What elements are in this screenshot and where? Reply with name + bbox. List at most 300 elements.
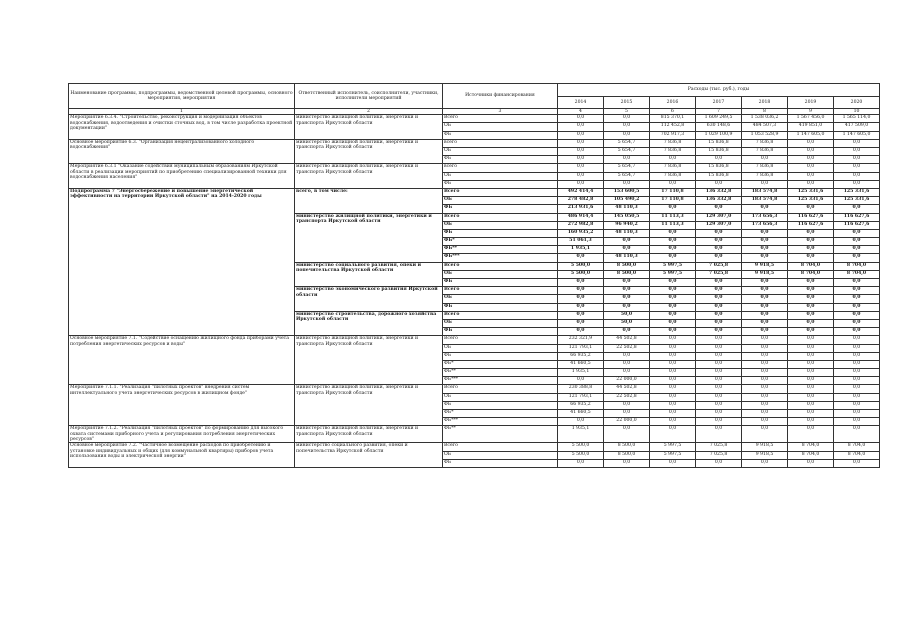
expense-value-cell: 492 414,4 (558, 188, 604, 196)
expense-value-cell: 702 917,3 (650, 131, 696, 139)
expense-value-cell: 0,0 (604, 131, 650, 139)
expense-value-cell: 0,0 (742, 279, 788, 287)
expense-value-cell: 44 502,8 (604, 336, 650, 344)
expense-value-cell: 125 331,6 (788, 197, 834, 205)
expense-value-cell: 0,0 (604, 279, 650, 287)
expense-value-cell: 0,0 (788, 205, 834, 213)
expense-value-cell: 0,0 (604, 180, 650, 188)
expense-value-cell: 0,0 (788, 148, 834, 156)
funding-source-cell: ФБ** (443, 246, 558, 254)
expense-value-cell: 0,0 (834, 426, 880, 443)
expense-value-cell: 22 000,0 (604, 377, 650, 385)
expense-value-cell: 0,0 (696, 279, 742, 287)
funding-source-cell: ОБ (443, 451, 558, 459)
expense-value-cell: 136 332,8 (696, 188, 742, 196)
expense-value-cell: 272 982,8 (558, 221, 604, 229)
expense-value-cell: 0,0 (650, 238, 696, 246)
expense-value-cell: 5 654,7 (604, 172, 650, 180)
expense-value-cell: 0,0 (834, 385, 880, 393)
expense-value-cell: 0,0 (742, 246, 788, 254)
expense-value-cell: 0,0 (834, 377, 880, 385)
expense-value-cell: 66 935,2 (558, 401, 604, 409)
expense-value-cell: 129 307,0 (696, 221, 742, 229)
expense-value-cell: 0,0 (558, 295, 604, 303)
responsible-cell: министерство жилищной политики, энергетики и транспорта Иркутской области (295, 336, 443, 385)
expense-value-cell: 8 704,0 (834, 270, 880, 278)
funding-source-cell: ФБ*** (443, 377, 558, 385)
expense-value-cell: 0,0 (742, 459, 788, 467)
expense-value-cell: 1 609 249,5 (696, 115, 742, 123)
expense-value-cell: 0,0 (834, 172, 880, 180)
table-group (69, 115, 880, 140)
expense-value-cell: 0,0 (650, 295, 696, 303)
expense-value-cell: 160 935,2 (558, 229, 604, 237)
expense-value-cell: 1 935,1 (558, 246, 604, 254)
column-number: 7 (696, 109, 742, 115)
expense-value-cell: 0,0 (558, 115, 604, 123)
expense-value-cell: 630 148,6 (696, 123, 742, 131)
expense-value-cell: 0,0 (834, 360, 880, 368)
responsible-cell: министерство социального развития, опеки и попечительства Иркутской области (295, 262, 443, 287)
expense-value-cell: 0,0 (558, 254, 604, 262)
expense-value-cell: 125 331,6 (834, 188, 880, 196)
header-name: Наименование программы, подпрограммы, ведомственной целевой программы, основного мероприятия, мероприятия (69, 84, 295, 109)
expense-value-cell: 8 704,0 (788, 270, 834, 278)
expense-value-cell: 0,0 (696, 303, 742, 311)
expense-value-cell: 0,0 (650, 319, 696, 327)
column-number: 4 (558, 109, 604, 115)
expense-value-cell: 0,0 (696, 393, 742, 401)
expense-value-cell: 8 500,0 (604, 270, 650, 278)
expense-value-cell: 0,0 (834, 279, 880, 287)
expense-value-cell: 0,0 (742, 410, 788, 418)
expense-value-cell: 11 113,3 (650, 221, 696, 229)
expense-value-cell: 7 025,8 (696, 443, 742, 451)
funding-source-cell: ФБ (443, 131, 558, 139)
expense-value-cell: 7 025,8 (696, 270, 742, 278)
expense-value-cell: 17 110,8 (650, 197, 696, 205)
expense-value-cell: 0,0 (650, 418, 696, 426)
expense-value-cell: 484 507,3 (742, 123, 788, 131)
expense-value-cell: 0,0 (696, 328, 742, 336)
expense-value-cell: 0,0 (788, 139, 834, 147)
expense-value-cell: 0,0 (696, 410, 742, 418)
expense-value-cell: 0,0 (742, 377, 788, 385)
expense-value-cell: 0,0 (834, 246, 880, 254)
table-row (69, 139, 880, 147)
funding-source-cell: ФБ (443, 205, 558, 213)
header-year: 2019 (788, 96, 834, 109)
expense-value-cell: 0,0 (558, 311, 604, 319)
expense-value-cell: 0,0 (696, 385, 742, 393)
expense-value-cell: 0,0 (742, 303, 788, 311)
expense-value-cell: 1 567 456,0 (788, 115, 834, 123)
funding-source-cell: ФБ** (443, 369, 558, 377)
expense-value-cell: 0,0 (604, 238, 650, 246)
expense-value-cell: 5 997,5 (650, 262, 696, 270)
expense-value-cell: 0,0 (558, 377, 604, 385)
expense-value-cell: 0,0 (696, 360, 742, 368)
funding-source-cell: ОБ (443, 197, 558, 205)
expense-value-cell: 1 935,1 (558, 369, 604, 377)
expense-value-cell: 0,0 (834, 148, 880, 156)
expense-value-cell: 0,0 (788, 410, 834, 418)
expense-value-cell: 15 836,8 (696, 139, 742, 147)
expense-value-cell: 5 500,0 (558, 443, 604, 451)
expense-value-cell: 0,0 (834, 254, 880, 262)
expense-value-cell: 5 997,5 (650, 443, 696, 451)
expense-value-cell: 44 502,8 (604, 385, 650, 393)
expense-value-cell: 48 110,3 (604, 229, 650, 237)
column-number: 8 (742, 109, 788, 115)
expense-value-cell: 0,0 (696, 238, 742, 246)
expense-value-cell: 8 704,0 (834, 262, 880, 270)
expense-value-cell: 173 656,3 (742, 221, 788, 229)
expense-value-cell: 0,0 (558, 459, 604, 467)
expense-value-cell: 0,0 (650, 311, 696, 319)
event-name-cell: Основное мероприятие 7.1. "Содействие оснащению жилищного фонда приборами учета потребления энергетических ресурсов и воды" (69, 336, 295, 385)
expense-value-cell: 0,0 (696, 156, 742, 164)
header-year: 2016 (650, 96, 696, 109)
funding-source-cell: ФБ (443, 156, 558, 164)
expense-value-cell: 0,0 (834, 344, 880, 352)
expense-value-cell: 0,0 (788, 418, 834, 426)
expense-value-cell: 0,0 (650, 205, 696, 213)
expense-value-cell: 0,0 (650, 369, 696, 377)
header-source: Источники финансирования (443, 84, 558, 109)
funding-source-cell: Всего (443, 311, 558, 319)
funding-source-cell: ОБ (443, 270, 558, 278)
expense-value-cell: 7 836,8 (742, 172, 788, 180)
expense-value-cell: 0,0 (788, 246, 834, 254)
expense-value-cell: 125 331,6 (834, 197, 880, 205)
expense-value-cell: 0,0 (650, 336, 696, 344)
expense-value-cell: 0,0 (788, 164, 834, 172)
expense-value-cell: 15 836,8 (696, 172, 742, 180)
expense-value-cell: 0,0 (696, 254, 742, 262)
expense-value-cell: 0,0 (650, 246, 696, 254)
expense-value-cell: 0,0 (742, 369, 788, 377)
table-row (69, 188, 880, 196)
expense-value-cell: 0,0 (558, 139, 604, 147)
expense-value-cell: 0,0 (650, 328, 696, 336)
expense-value-cell: 41 660,5 (558, 360, 604, 368)
expense-value-cell: 0,0 (650, 385, 696, 393)
funding-source-cell: ОБ (443, 148, 558, 156)
expense-value-cell: 0,0 (834, 410, 880, 418)
responsible-cell: министерство жилищной политики, энергетики и транспорта Иркутской области (295, 164, 443, 189)
expense-value-cell: 0,0 (650, 393, 696, 401)
expense-value-cell: 0,0 (558, 303, 604, 311)
expense-value-cell: 0,0 (788, 328, 834, 336)
funding-source-cell: ФБ*** (443, 254, 558, 262)
funding-source-cell: ФБ*** (443, 418, 558, 426)
table-group (69, 336, 880, 385)
funding-source-cell: ФБ (443, 279, 558, 287)
expense-value-cell: 0,0 (834, 328, 880, 336)
expense-value-cell: 0,0 (558, 319, 604, 327)
expense-value-cell: 0,0 (834, 238, 880, 246)
expense-value-cell: 0,0 (604, 459, 650, 467)
responsible-cell: министерство жилищной политики, энергетики и транспорта Иркутской области (295, 139, 443, 164)
expense-value-cell: 0,0 (696, 311, 742, 319)
expense-value-cell: 0,0 (788, 295, 834, 303)
expense-value-cell: 8 704,0 (788, 451, 834, 459)
expense-value-cell: 0,0 (788, 360, 834, 368)
expense-value-cell: 0,0 (696, 205, 742, 213)
expense-value-cell: 136 332,8 (696, 197, 742, 205)
table-group (69, 139, 880, 164)
expense-value-cell: 1 147 605,0 (788, 131, 834, 139)
expense-value-cell: 0,0 (558, 164, 604, 172)
expense-value-cell: 0,0 (604, 401, 650, 409)
expense-value-cell: 116 627,6 (834, 221, 880, 229)
expense-value-cell: 0,0 (742, 295, 788, 303)
expense-value-cell: 0,0 (788, 180, 834, 188)
expense-value-cell: 0,0 (788, 385, 834, 393)
header-year: 2015 (604, 96, 650, 109)
expense-value-cell: 66 935,2 (558, 352, 604, 360)
expense-value-cell: 0,0 (604, 352, 650, 360)
expense-value-cell: 0,0 (696, 336, 742, 344)
table-header (69, 84, 880, 115)
expense-value-cell: 0,0 (742, 254, 788, 262)
expense-value-cell: 9 918,5 (742, 451, 788, 459)
event-name-cell: Мероприятие 7.1.1. "Реализация "пилотных проектов" внедрения систем интеллектуального учета энергетических ресурсов в жилищном фонде" (69, 385, 295, 426)
expense-value-cell: 0,0 (650, 279, 696, 287)
expense-value-cell: 0,0 (604, 303, 650, 311)
expense-value-cell: 0,0 (788, 156, 834, 164)
expense-value-cell: 0,0 (788, 426, 834, 443)
funding-source-cell: ОБ (443, 319, 558, 327)
expense-value-cell: 1 538 036,2 (742, 115, 788, 123)
table-row (69, 164, 880, 172)
event-name-cell: Основное мероприятие 6.3. "Организация нецентрализованного холодного водоснабжения" (69, 139, 295, 164)
expense-value-cell: 0,0 (650, 360, 696, 368)
expense-value-cell: 0,0 (558, 418, 604, 426)
responsible-cell: всего, в том числе: (295, 188, 443, 213)
table-group (69, 426, 880, 443)
responsible-cell: министерство жилищной политики, энергетики и транспорта Иркутской области (295, 115, 443, 140)
expense-value-cell: 0,0 (788, 172, 834, 180)
expense-value-cell: 1 147 605,0 (834, 131, 880, 139)
responsible-cell: министерство социального развития, опеки и попечительства Иркутской области (295, 443, 443, 468)
table-group (69, 164, 880, 189)
expense-value-cell: 0,0 (558, 287, 604, 295)
expense-value-cell: 0,0 (834, 205, 880, 213)
expense-value-cell: 0,0 (650, 156, 696, 164)
event-name-cell: Подпрограмма 7 "Энергосбережение и повышение энергетической эффективности на территории Иркутской области" на 2014-2020 годы (69, 188, 295, 335)
expense-value-cell: 48 110,3 (604, 254, 650, 262)
funding-source-cell: ФБ (443, 352, 558, 360)
expense-value-cell: 0,0 (604, 360, 650, 368)
event-name-cell: Мероприятие 6.3.4. "Строительство, реконструкция и модернизация объектов водоснабжения, водоотведения и очистки сточных вод, в том числе разработка проектной документации" (69, 115, 295, 140)
expense-value-cell: 0,0 (834, 139, 880, 147)
expense-value-cell: 0,0 (604, 295, 650, 303)
expense-value-cell: 5 500,0 (558, 451, 604, 459)
expense-value-cell: 0,0 (696, 426, 742, 443)
expense-value-cell: 0,0 (604, 410, 650, 418)
expense-value-cell: 5 654,7 (604, 164, 650, 172)
expense-value-cell: 0,0 (604, 123, 650, 131)
expense-value-cell: 183 574,8 (742, 188, 788, 196)
expense-value-cell: 0,0 (650, 180, 696, 188)
expense-value-cell: 0,0 (650, 352, 696, 360)
expense-value-cell: 125 331,6 (788, 188, 834, 196)
expense-value-cell: 0,0 (834, 229, 880, 237)
expense-value-cell: 5 997,5 (650, 270, 696, 278)
responsible-cell: министерство экономического развития Иркутской области (295, 287, 443, 312)
expense-value-cell: 0,0 (742, 311, 788, 319)
expense-value-cell: 0,0 (788, 377, 834, 385)
header-expenses: Расходы (тыс. руб.), годы (558, 84, 880, 97)
funding-source-cell: Всего (443, 115, 558, 123)
funding-source-cell: Всего (443, 385, 558, 393)
funding-source-cell: ФБ** (443, 426, 558, 443)
expense-value-cell: 121 793,1 (558, 393, 604, 401)
expense-value-cell: 0,0 (696, 401, 742, 409)
expense-value-cell: 0,0 (834, 336, 880, 344)
expense-value-cell: 0,0 (650, 426, 696, 443)
expense-value-cell: 153 600,5 (604, 188, 650, 196)
expense-value-cell: 0,0 (788, 401, 834, 409)
expense-value-cell: 0,0 (742, 401, 788, 409)
expense-value-cell: 7 836,8 (742, 164, 788, 172)
expense-value-cell: 17 110,8 (650, 188, 696, 196)
funding-source-cell: ФБ (443, 459, 558, 467)
expense-value-cell: 0,0 (696, 295, 742, 303)
expense-value-cell: 486 914,4 (558, 213, 604, 221)
expense-value-cell: 0,0 (742, 393, 788, 401)
expense-value-cell: 0,0 (742, 344, 788, 352)
funding-source-cell: ОБ (443, 344, 558, 352)
expense-value-cell: 0,0 (788, 369, 834, 377)
expense-value-cell: 7 836,8 (650, 172, 696, 180)
expense-value-cell: 0,0 (696, 180, 742, 188)
expense-value-cell: 0,0 (604, 246, 650, 254)
funding-source-cell: Всего (443, 213, 558, 221)
expense-value-cell: 22 502,8 (604, 393, 650, 401)
expense-value-cell: 0,0 (788, 352, 834, 360)
funding-source-cell: ФБ (443, 401, 558, 409)
expense-value-cell: 0,0 (558, 156, 604, 164)
expense-value-cell: 0,0 (558, 123, 604, 131)
expense-value-cell: 815 370,1 (650, 115, 696, 123)
column-number: 2 (295, 109, 443, 115)
expense-value-cell: 7 836,8 (650, 139, 696, 147)
expense-value-cell: 0,0 (788, 344, 834, 352)
expense-value-cell: 0,0 (788, 254, 834, 262)
expense-value-cell: 0,0 (788, 311, 834, 319)
expense-value-cell: 0,0 (742, 418, 788, 426)
column-number: 9 (788, 109, 834, 115)
expense-value-cell: 0,0 (650, 303, 696, 311)
expense-value-cell: 145 050,5 (604, 213, 650, 221)
expense-value-cell: 173 656,3 (742, 213, 788, 221)
expense-value-cell: 1 053 528,9 (742, 131, 788, 139)
table-row (69, 336, 880, 344)
expense-value-cell: 0,0 (650, 377, 696, 385)
expense-value-cell: 0,0 (558, 279, 604, 287)
table-group (69, 188, 880, 335)
expense-value-cell: 5 500,0 (558, 262, 604, 270)
event-name-cell: Мероприятие 7.1.2. "Реализация "пилотных проектов" по формированию для высокого охвата системами приборного учета и регулирования потребления энергетических ресурсов" (69, 426, 295, 443)
table-row (69, 426, 880, 443)
expense-value-cell: 0,0 (834, 303, 880, 311)
expense-value-cell: 0,0 (834, 180, 880, 188)
header-responsible: Ответственный исполнитель, соисполнители, участники, исполнители мероприятий (295, 84, 443, 109)
table-row (69, 115, 880, 123)
expense-value-cell: 0,0 (558, 172, 604, 180)
expense-value-cell: 0,0 (742, 229, 788, 237)
expense-value-cell: 183 574,8 (742, 197, 788, 205)
expense-value-cell: 0,0 (650, 401, 696, 409)
funding-source-cell: ФБ (443, 328, 558, 336)
expense-value-cell: 0,0 (742, 426, 788, 443)
expense-value-cell: 50,0 (604, 311, 650, 319)
expense-value-cell: 0,0 (650, 410, 696, 418)
column-number: 10 (834, 109, 880, 115)
expense-value-cell: 5 654,7 (604, 139, 650, 147)
expense-value-cell: 278 482,8 (558, 197, 604, 205)
expense-value-cell: 0,0 (558, 148, 604, 156)
expense-value-cell: 0,0 (696, 369, 742, 377)
expense-value-cell: 0,0 (696, 377, 742, 385)
expense-value-cell: 417 509,0 (834, 123, 880, 131)
funding-source-cell: ФБ (443, 229, 558, 237)
funding-source-cell: ФБ* (443, 238, 558, 246)
column-number: 1 (69, 109, 295, 115)
expense-value-cell: 0,0 (834, 369, 880, 377)
expense-value-cell: 121 793,1 (558, 344, 604, 352)
expense-value-cell: 7 836,8 (650, 164, 696, 172)
expense-value-cell: 8 500,0 (604, 443, 650, 451)
expense-value-cell: 8 704,0 (788, 443, 834, 451)
table-row (69, 385, 880, 393)
funding-source-cell: Всего (443, 336, 558, 344)
expense-value-cell: 0,0 (696, 246, 742, 254)
expense-value-cell: 0,0 (650, 344, 696, 352)
expense-value-cell: 0,0 (604, 156, 650, 164)
expense-value-cell: 0,0 (650, 229, 696, 237)
expense-value-cell: 0,0 (696, 459, 742, 467)
expense-value-cell: 9 918,5 (742, 443, 788, 451)
expense-value-cell: 41 660,5 (558, 410, 604, 418)
expense-value-cell: 0,0 (834, 393, 880, 401)
expense-value-cell: 0,0 (742, 205, 788, 213)
expense-value-cell: 0,0 (788, 459, 834, 467)
column-number: 6 (650, 109, 696, 115)
expense-value-cell: 213 931,6 (558, 205, 604, 213)
expense-value-cell: 0,0 (558, 180, 604, 188)
expense-value-cell: 0,0 (742, 360, 788, 368)
expense-value-cell: 230 388,8 (558, 385, 604, 393)
expense-value-cell: 116 627,6 (788, 213, 834, 221)
expense-value-cell: 0,0 (834, 401, 880, 409)
funding-source-cell: всего (443, 164, 558, 172)
table-row (69, 443, 880, 451)
expense-value-cell: 0,0 (742, 180, 788, 188)
table-group (69, 385, 880, 426)
expense-value-cell: 0,0 (558, 131, 604, 139)
expense-value-cell: 8 704,0 (788, 262, 834, 270)
expense-value-cell: 5 500,0 (558, 270, 604, 278)
funding-source-cell: Всего (443, 287, 558, 295)
expense-value-cell: 129 307,0 (696, 213, 742, 221)
responsible-cell: министерство жилищной политики, энергетики и транспорта Иркутской области (295, 385, 443, 426)
expense-value-cell: 116 627,6 (834, 213, 880, 221)
header-year: 2018 (742, 96, 788, 109)
